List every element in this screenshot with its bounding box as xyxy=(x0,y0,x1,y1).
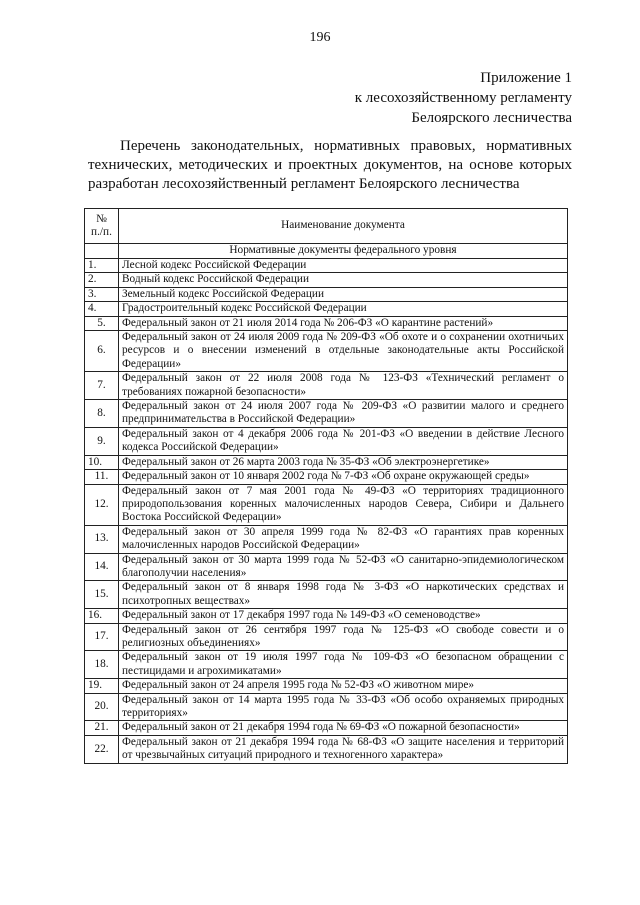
row-number: 4. xyxy=(85,302,119,316)
row-document-name: Федеральный закон от 24 июля 2009 года № 209-ФЗ «Об охоте и о сохранении охотничьих ресурсов и о внесении изменений в отдельные законодательные акты Российской Федерации» xyxy=(119,331,568,372)
row-number: 11. xyxy=(85,470,119,484)
row-number: 22. xyxy=(85,735,119,763)
row-number: 13. xyxy=(85,525,119,553)
section-title: Нормативные документы федерального уровня xyxy=(119,244,568,259)
row-number: 1. xyxy=(85,259,119,273)
table-row xyxy=(85,553,568,581)
row-document-name: Федеральный закон от 7 мая 2001 года № 49-ФЗ «О территориях традиционного природопользования коренных малочисленных народов Севера, Сибири и Дальнего Востока Российской Федерации» xyxy=(119,484,568,525)
table-row xyxy=(85,331,568,372)
table-row xyxy=(85,721,568,735)
table-row xyxy=(85,651,568,679)
row-number: 10. xyxy=(85,455,119,469)
appendix-line-3: Белоярского лесничества xyxy=(411,110,572,126)
row-number: 17. xyxy=(85,623,119,651)
table-row xyxy=(85,609,568,623)
row-document-name: Федеральный закон от 8 января 1998 года № 3-ФЗ «О наркотических средствах и психотропных веществах» xyxy=(119,581,568,609)
row-document-name: Федеральный закон от 10 января 2002 года № 7-ФЗ «Об охране окружающей среды» xyxy=(119,470,568,484)
row-document-name: Лесной кодекс Российской Федерации xyxy=(119,259,568,273)
table-row xyxy=(85,623,568,651)
row-number: 14. xyxy=(85,553,119,581)
table-row xyxy=(85,735,568,763)
row-number: 15. xyxy=(85,581,119,609)
row-document-name: Федеральный закон от 21 декабря 1994 года № 68-ФЗ «О защите населения и территорий от чрезвычайных ситуаций природного и техногенного характера» xyxy=(119,735,568,763)
row-number: 16. xyxy=(85,609,119,623)
section-empty-cell xyxy=(85,244,119,259)
row-document-name: Федеральный закон от 30 марта 1999 года № 52-ФЗ «О санитарно-эпидемиологическом благополучии населения» xyxy=(119,553,568,581)
table-row xyxy=(85,693,568,721)
row-document-name: Федеральный закон от 22 июля 2008 года № 123-ФЗ «Технический регламент о требованиях пожарной безопасности» xyxy=(119,372,568,400)
appendix-heading xyxy=(355,68,572,128)
document-title xyxy=(88,137,572,194)
row-number: 12. xyxy=(85,484,119,525)
page-number: 196 xyxy=(309,30,331,45)
table-row xyxy=(85,259,568,273)
table-row xyxy=(85,400,568,428)
row-number: 18. xyxy=(85,651,119,679)
row-document-name: Водный кодекс Российской Федерации xyxy=(119,273,568,287)
table-row xyxy=(85,372,568,400)
table-row xyxy=(85,287,568,301)
documents-table xyxy=(84,208,568,764)
row-document-name: Градостроительный кодекс Российской Федерации xyxy=(119,302,568,316)
table-row xyxy=(85,302,568,316)
row-number: 2. xyxy=(85,273,119,287)
row-number: 9. xyxy=(85,427,119,455)
row-number: 5. xyxy=(85,316,119,330)
table-row xyxy=(85,470,568,484)
row-number: 8. xyxy=(85,400,119,428)
row-document-name: Федеральный закон от 14 марта 1995 года № 33-ФЗ «Об особо охраняемых природных территориях» xyxy=(119,693,568,721)
table-row xyxy=(85,427,568,455)
table-header-row xyxy=(85,209,568,244)
row-document-name: Федеральный закон от 21 декабря 1994 года № 69-ФЗ «О пожарной безопасности» xyxy=(119,721,568,735)
header-number: № п./п. xyxy=(85,209,119,244)
appendix-line-2: к лесохозяйственному регламенту xyxy=(354,90,572,106)
row-number: 7. xyxy=(85,372,119,400)
table-row xyxy=(85,273,568,287)
row-number: 19. xyxy=(85,679,119,693)
row-number: 3. xyxy=(85,287,119,301)
row-document-name: Федеральный закон от 30 апреля 1999 года № 82-ФЗ «О гарантиях прав коренных малочисленных народов Российской Федерации» xyxy=(119,525,568,553)
row-document-name: Федеральный закон от 19 июля 1997 года № 109-ФЗ «О безопасном обращении с пестицидами и агрохимикатами» xyxy=(119,651,568,679)
table-row xyxy=(85,525,568,553)
table-row xyxy=(85,316,568,330)
row-document-name: Федеральный закон от 26 сентября 1997 года № 125-ФЗ «О свободе совести и о религиозных объединениях» xyxy=(119,623,568,651)
document-title-text: Перечень законодательных, нормативных правовых, нормативных технических, методических и проектных документов, на основе которых разработан лесохозяйственный регламент Белоярского лесничества xyxy=(88,138,572,192)
table-row xyxy=(85,679,568,693)
table-row xyxy=(85,455,568,469)
row-document-name: Федеральный закон от 24 апреля 1995 года № 52-ФЗ «О животном мире» xyxy=(119,679,568,693)
row-document-name: Земельный кодекс Российской Федерации xyxy=(119,287,568,301)
header-document-name: Наименование документа xyxy=(119,209,568,244)
row-document-name: Федеральный закон от 4 декабря 2006 года № 201-ФЗ «О введении в действие Лесного кодекса Российской Федерации» xyxy=(119,427,568,455)
row-document-name: Федеральный закон от 21 июля 2014 года № 206-ФЗ «О карантине растений» xyxy=(119,316,568,330)
row-document-name: Федеральный закон от 17 декабря 1997 года № 149-ФЗ «О семеноводстве» xyxy=(119,609,568,623)
appendix-line-1: Приложение 1 xyxy=(480,70,572,86)
table-row xyxy=(85,484,568,525)
row-number: 21. xyxy=(85,721,119,735)
row-number: 6. xyxy=(85,331,119,372)
section-row xyxy=(85,244,568,259)
row-number: 20. xyxy=(85,693,119,721)
row-document-name: Федеральный закон от 26 марта 2003 года № 35-ФЗ «Об электроэнергетике» xyxy=(119,455,568,469)
row-document-name: Федеральный закон от 24 июля 2007 года № 209-ФЗ «О развитии малого и среднего предпринимательства в Российской Федерации» xyxy=(119,400,568,428)
table-row xyxy=(85,581,568,609)
